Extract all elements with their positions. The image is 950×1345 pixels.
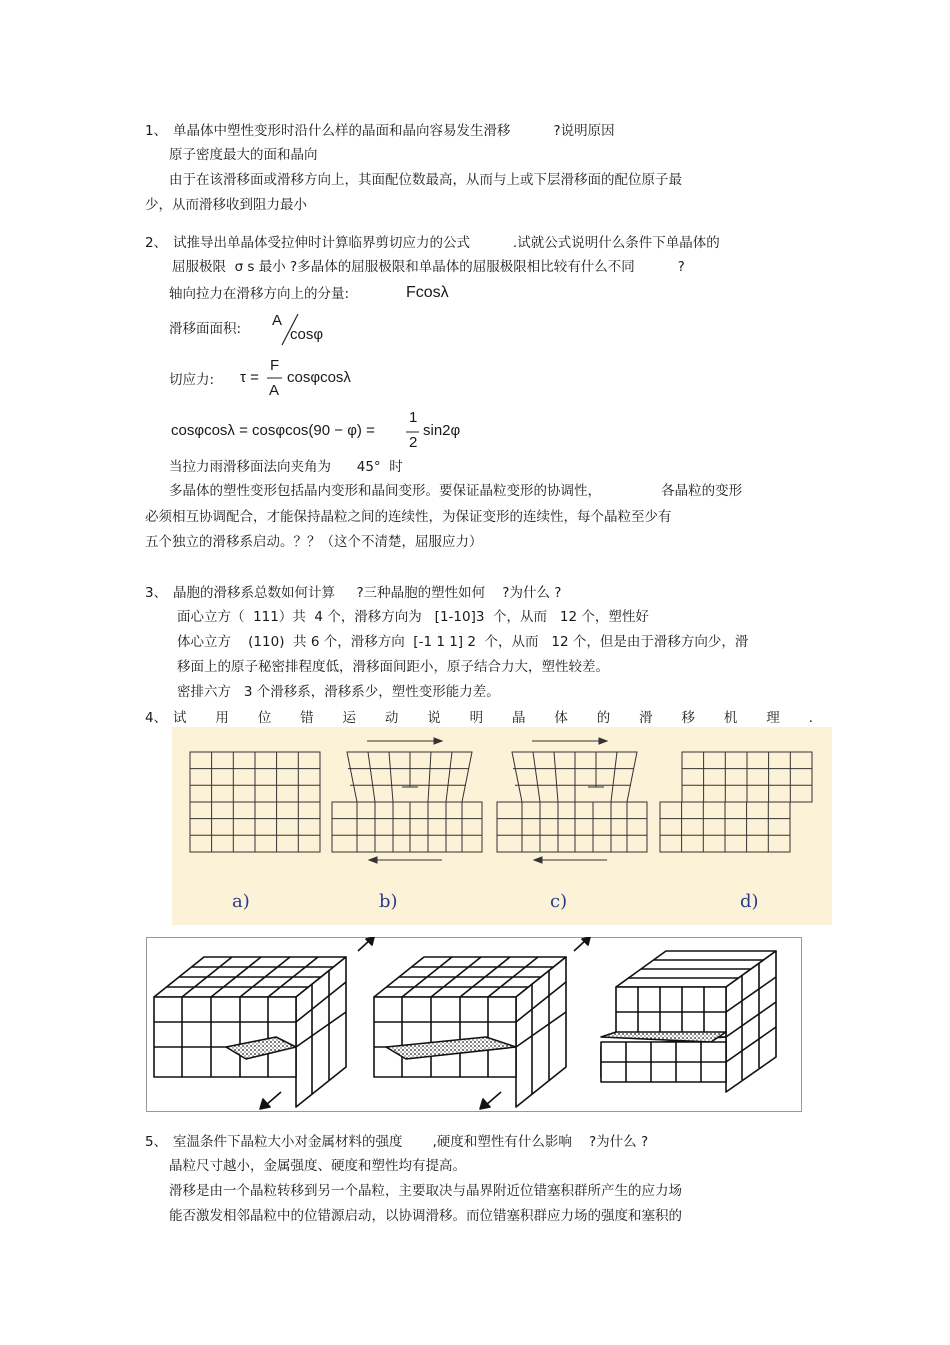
crystal-slip-3d-figure (146, 937, 802, 1113)
q2-question-1: 试推导出单晶体受拉伸时计算临界剪切应力的公式 .试就公式说明什么条件下单晶体的 (173, 235, 720, 251)
q2-number: 2、 (145, 235, 168, 251)
label-c: c) (550, 891, 568, 912)
q4-char: 滑 (639, 710, 653, 726)
q4-question (173, 709, 813, 727)
q3-bcc-1: 体心立方 (110) 共 6 个，滑移方向 [-1 1 1] 2 个，从而 12 个，但是由于滑移方向少，滑 (177, 634, 749, 650)
shear-stress-A: A (269, 382, 280, 399)
shear-stress-tau: τ = (240, 369, 259, 386)
q4-char: 运 (342, 710, 356, 726)
axial-force-formula: Fcosλ (406, 284, 449, 301)
resolved-equation-right: sin2φ (423, 422, 461, 439)
q3-bcc-2: 移面上的原子秘密排程度低，滑移面间距小，原子结合力大，塑性较差。 (177, 659, 609, 675)
q4-char: 错 (300, 710, 314, 726)
dislocation-slip-figure (172, 727, 832, 925)
resolved-equation-one: 1 (409, 409, 418, 426)
shear-stress-rest: cosφcosλ (287, 369, 351, 386)
q4-char: 动 (384, 710, 399, 726)
q4-char: 用 (215, 710, 229, 726)
q1-answer-1: 原子密度最大的面和晶向 (169, 147, 318, 163)
q4-char: 明 (469, 710, 484, 726)
label-a: a) (232, 891, 250, 912)
q5-answer-3: 能否激发相邻晶粒中的位错源启动，以协调滑移。而位错塞积群应力场的强度和塞积的 (169, 1208, 682, 1224)
q5-answer-1: 晶粒尺寸越小，金属强度、硬度和塑性均有提高。 (169, 1158, 466, 1174)
slip-area-A: A (272, 312, 283, 329)
axial-force-label: 轴向拉力在滑移方向上的分量: (169, 286, 350, 302)
slip-area-label: 滑移面面积: (169, 321, 242, 337)
q4-char: 的 (596, 710, 611, 726)
q5-answer-2: 滑移是由一个晶粒转移到另一个晶粒，主要取决与晶界附近位错塞积群所产生的应力场 (169, 1183, 682, 1199)
q3-number: 3、 (145, 585, 168, 601)
q4-number: 4、 (145, 710, 168, 726)
polycrystal-line-3: 五个独立的滑移系启动。？？（这个不清楚，屈服应力） (145, 534, 483, 550)
q1-question: 单晶体中塑性变形时沿什么样的晶面和晶向容易发生滑移 ?说明原因 (173, 123, 615, 139)
q1-answer-3: 少，从而滑移收到阻力最小 (145, 197, 307, 213)
q4-char: 试 (173, 710, 187, 726)
q3-question: 晶胞的滑移系总数如何计算 ?三种晶胞的塑性如何 ?为什么 ? (173, 585, 562, 601)
shear-stress-label: 切应力: (169, 372, 215, 388)
q3-hcp: 密排六方 3 个滑移系，滑移系少，塑性变形能力差。 (177, 684, 500, 700)
resolved-equation-left: cosφcosλ = cosφcos(90 − φ) = (171, 422, 375, 439)
label-d: d) (740, 891, 759, 912)
q1-answer-2: 由于在该滑移面或滑移方向上，其面配位数最高，从而与上或下层滑移面的配位原子最 (169, 172, 682, 188)
q5-number: 5、 (145, 1134, 168, 1150)
slip-area-cos: cosφ (290, 326, 324, 343)
q4-char: 机 (723, 710, 738, 726)
q5-question: 室温条件下晶粒大小对金属材料的强度 ,硬度和塑性有什么影响 ?为什么 ? (173, 1134, 649, 1150)
q3-fcc: 面心立方（ 111）共 4 个，滑移方向为 [1-10]3 个，从而 12 个，塑性好 (177, 609, 649, 625)
resolved-equation-two: 2 (409, 434, 418, 451)
q4-char: 移 (681, 710, 695, 726)
q4-char: 位 (257, 710, 272, 726)
q4-char: 说 (427, 710, 441, 726)
q4-char: . (808, 710, 813, 726)
angle-45-line: 当拉力雨滑移面法向夹角为 45° 时 (169, 459, 403, 475)
label-b: b) (379, 891, 398, 912)
q4-char: 体 (554, 710, 568, 726)
q1-number: 1、 (145, 123, 168, 139)
q4-char: 晶 (512, 710, 526, 726)
polycrystal-line-1: 多晶体的塑性变形包括晶内变形和晶间变形。要保证晶粒变形的协调性， 各晶粒的变形 (169, 483, 743, 499)
q2-question-2: 屈服极限 σ s 最小 ?多晶体的屈服极限和单晶体的屈服极限相比较有什么不同 ? (172, 259, 685, 275)
shear-stress-bar (266, 376, 284, 380)
polycrystal-line-2: 必须相互协调配合，才能保持晶粒之间的连续性，为保证变形的连续性，每个晶粒至少有 (145, 509, 672, 525)
q4-char: 理 (766, 710, 780, 726)
shear-stress-F: F (270, 357, 280, 374)
